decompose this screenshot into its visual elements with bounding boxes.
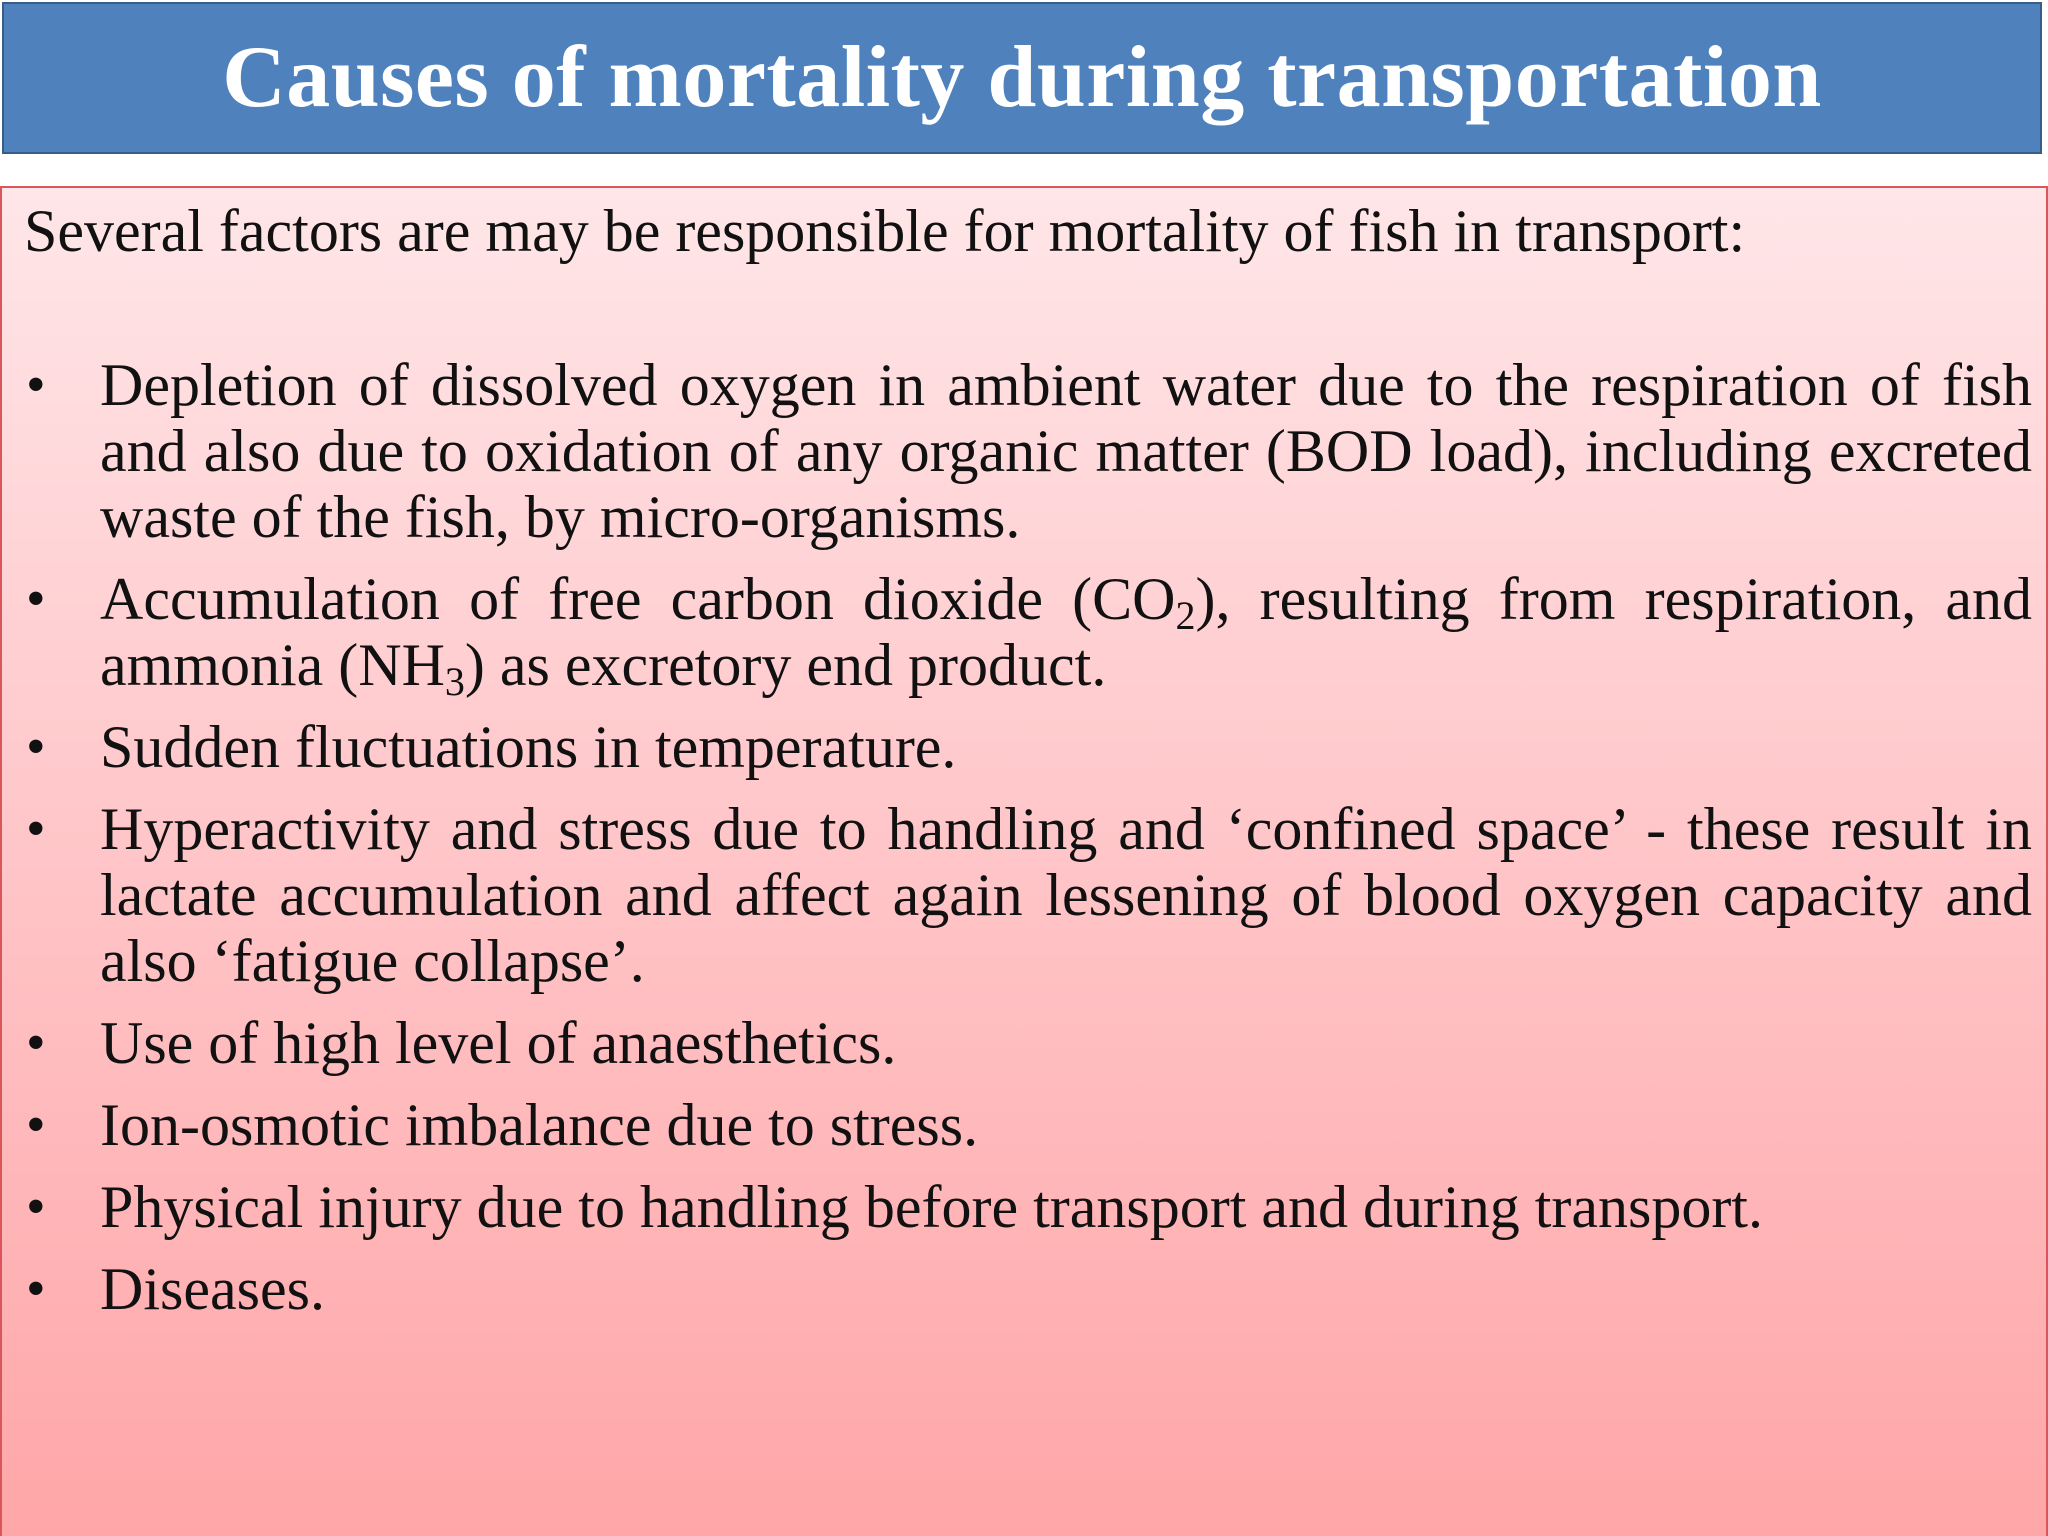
bullet-list (2, 352, 2032, 1338)
bullet-icon: • (26, 1176, 46, 1238)
bullet-item-physical-injury (2, 1174, 2032, 1240)
bullet-text: Depletion of dissolved oxygen in ambient water due to the respiration of fish and also due to oxidation of any organic matter (BOD load), including excreted waste of the fish, by micro-organisms. (100, 352, 2032, 550)
slide-title: Causes of mortality during transportation (222, 29, 1822, 126)
content-box (0, 186, 2048, 1536)
subscript: 3 (444, 659, 465, 704)
bullet-text: Ion-osmotic imbalance due to stress. (100, 1092, 979, 1158)
bullet-item-ion-osmotic (2, 1092, 2032, 1158)
bullet-text: Physical injury due to handling before transport and during transport. (100, 1174, 1763, 1240)
bullet-icon: • (26, 354, 46, 416)
bullet-icon: • (26, 1094, 46, 1156)
bullet-item-temperature (2, 714, 2032, 780)
bullet-icon: • (26, 568, 46, 630)
bullet-item-co2-ammonia (2, 566, 2032, 704)
bullet-item-hyperactivity (2, 796, 2032, 994)
bullet-icon: • (26, 798, 46, 860)
title-bar (2, 2, 2042, 154)
bullet-item-diseases (2, 1256, 2032, 1322)
bullet-text-part: Accumulation of free carbon dioxide (CO (100, 566, 1176, 632)
subscript: 2 (1175, 593, 1196, 638)
bullet-text-part: ) as excretory end product. (464, 632, 1107, 698)
bullet-icon: • (26, 716, 46, 778)
bullet-text: Hyperactivity and stress due to handling and ‘confined space’ - these result in lactate accumulation and affect again lessening of blood oxygen capacity and also ‘fatigue collapse’. (100, 796, 2032, 994)
bullet-item-oxygen-depletion (2, 352, 2032, 550)
intro-text: Several factors are may be responsible for mortality of fish in transport: (24, 198, 1746, 264)
bullet-icon: • (26, 1258, 46, 1320)
bullet-text: Sudden fluctuations in temperature. (100, 714, 957, 780)
bullet-text-part: ), resulting from respiration, and ammonia (NH (100, 566, 2032, 698)
bullet-icon: • (26, 1012, 46, 1074)
bullet-item-anaesthetics (2, 1010, 2032, 1076)
bullet-text: Diseases. (100, 1256, 325, 1322)
bullet-text: Use of high level of anaesthetics. (100, 1010, 897, 1076)
